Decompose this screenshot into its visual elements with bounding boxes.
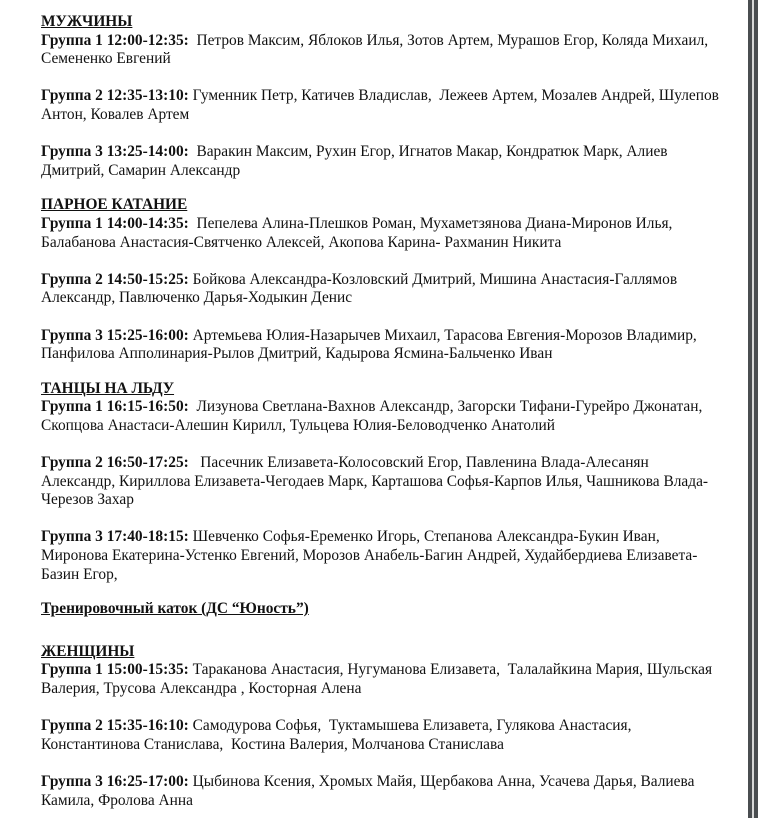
group-names: Пасечник Елизавета-Колосовский Егор, Павленина Влада-Алесанян Александр, Кириллова Елизавета-Чегодаев Марк, Карташова Софья-Карпов Илья, Чашникова Влада-Черезов Захар (41, 454, 709, 509)
group-entry (41, 32, 721, 69)
viewer-scrollbar[interactable] (748, 0, 758, 818)
section-men (41, 13, 721, 180)
group-entry (41, 271, 721, 308)
group-label: Группа 2 14:50-15:25: (41, 270, 189, 288)
group-entry (41, 717, 721, 754)
group-entry (41, 773, 721, 810)
group-label: Группа 1 15:00-15:35: (41, 661, 189, 679)
group-label: Группа 3 13:25-14:00: (41, 143, 189, 161)
group-entry (41, 87, 721, 124)
section-women (41, 643, 721, 810)
group-label: Группа 2 12:35-13:10: (41, 87, 189, 105)
section-title: ПАРНОЕ КАТАНИЕ (41, 196, 188, 214)
section-title: МУЖЧИНЫ (41, 13, 133, 30)
group-label: Группа 1 12:00-12:35: (41, 31, 189, 49)
group-names: Тараканова Анастасия, Нугуманова Елизавета, Талалайкина Мария, Шульская Валерия, Трусова Александра , Косторная Алена (41, 661, 716, 697)
group-names: Лизунова Светлана-Вахнов Александр, Загорски Тифани-Гурейро Джонатан, Скопцова Анастаси-Алешин Кирилл, Тульцева Юлия-Беловодченко Анатолий (41, 398, 707, 434)
group-names: Петров Максим, Яблоков Илья, Зотов Артем, Мурашов Егор, Коляда Михаил, Семененко Евгений (41, 31, 712, 68)
group-label: Группа 2 16:50-17:25: (41, 454, 189, 472)
group-names: Пепелева Алина-Плешков Роман, Мухаметзянова Диана-Миронов Илья, Балабанова Анастасия-Святченко Алексей, Акопова Карина- Рахманин Никита (41, 214, 681, 251)
group-names: Цыбинова Ксения, Хромых Майя, Щербакова Анна, Усачева Дарья, Валиева Камила, Фролова Анна (41, 772, 699, 809)
group-entry (41, 215, 721, 252)
group-entry (41, 398, 721, 435)
group-names: Гуменник Петр, Катичев Владислав, Лежеев Артем, Мозалев Андрей, Шулепов Антон, Ковалев Артем (41, 87, 723, 123)
section-ice-dance (41, 380, 721, 585)
group-names: Шевченко Софья-Еременко Игорь, Степанова Александра-Букин Иван, Миронова Екатерина-Устенко Евгений, Морозов Анабель-Багин Андрей, Худайбердиева Елизавета-Базин Егор, (41, 528, 698, 583)
group-entry (41, 661, 721, 698)
scrollbar-thumb-line[interactable] (752, 0, 754, 818)
group-label: Группа 1 16:15-16:50: (41, 398, 189, 416)
group-entry (41, 528, 721, 584)
group-label: Группа 3 16:25-17:00: (41, 772, 189, 790)
group-names: Артемьева Юлия-Назарычев Михаил, Тарасова Евгения-Морозов Владимир, Панфилова Апполинария-Рылов Дмитрий, Кадырова Ясмина-Бальченко Иван (41, 326, 701, 363)
section-title: ЖЕНЩИНЫ (41, 642, 135, 660)
group-entry (41, 327, 721, 364)
section-title: ТАНЦЫ НА ЛЬДУ (41, 379, 175, 397)
group-entry (41, 454, 721, 510)
schedule-content (41, 13, 721, 826)
section-pairs (41, 196, 721, 363)
group-label: Группа 3 15:25-16:00: (41, 326, 189, 344)
group-names: Бойкова Александра-Козловский Дмитрий, Мишина Анастасия-Галлямов Александр, Павлюченко Дарья-Ходыкин Денис (41, 270, 681, 307)
group-names: Самодурова Софья, Туктамышева Елизавета, Гулякова Анастасия, Константинова Станислава, Костина Валерия, Молчанова Станислава (41, 717, 636, 753)
training-rink-title: Тренировочный каток (ДС “Юность”) (41, 600, 309, 618)
group-label: Группа 3 17:40-18:15: (41, 528, 189, 546)
group-entry (41, 143, 721, 180)
group-label: Группа 2 15:35-16:10: (41, 717, 189, 735)
group-names: Варакин Максим, Рухин Егор, Игнатов Макар, Кондратюк Марк, Алиев Дмитрий, Самарин Александр (41, 143, 672, 179)
group-label: Группа 1 14:00-14:35: (41, 214, 189, 232)
